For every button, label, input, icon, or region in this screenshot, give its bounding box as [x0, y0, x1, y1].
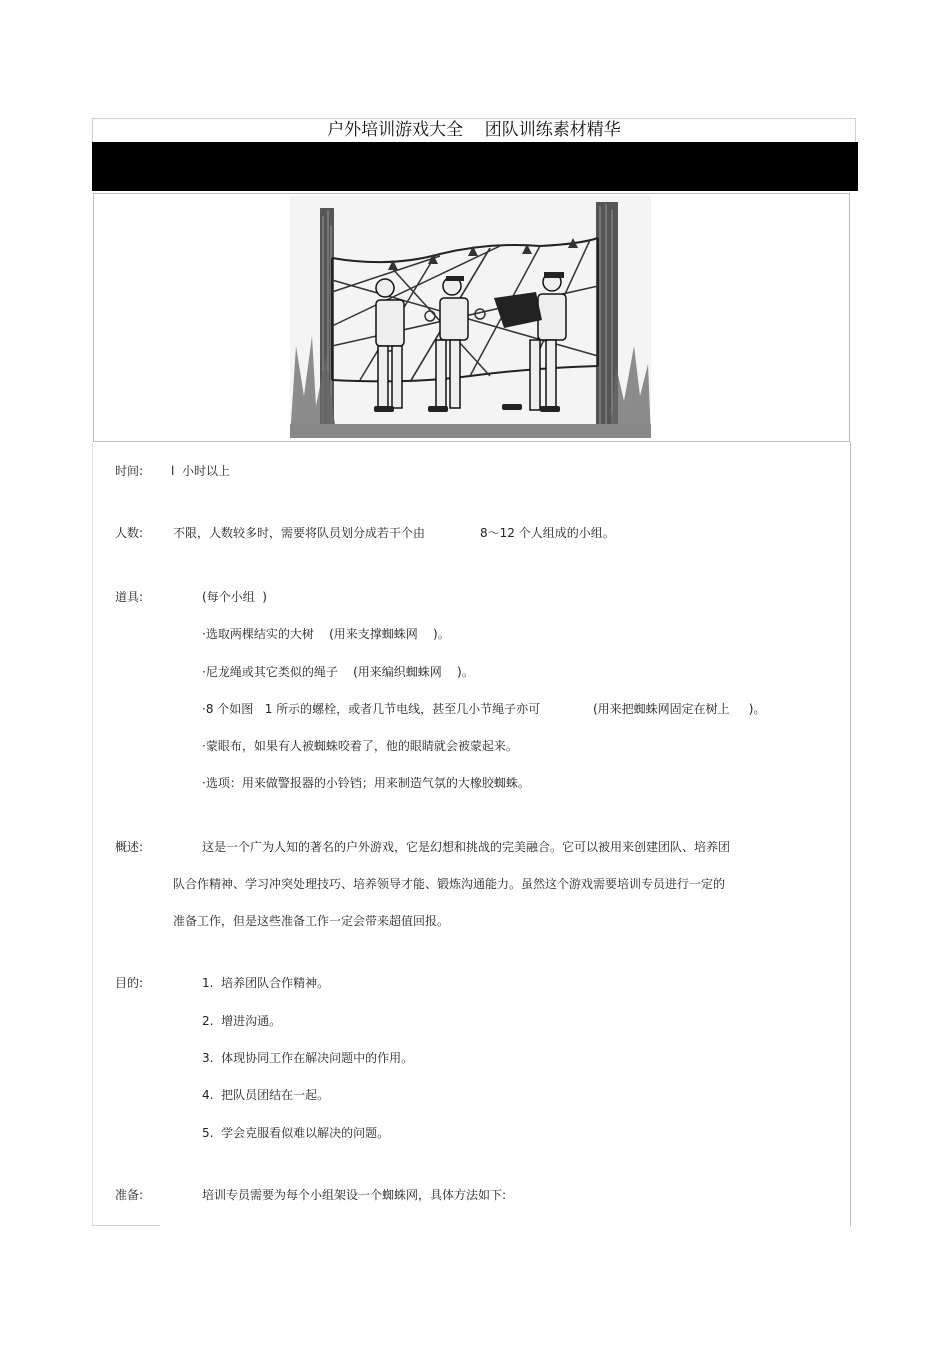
goal-item: 5. 学会克服看似难以解决的问题。: [202, 1126, 390, 1140]
props-item: ·8 个如图 1 所示的螺栓，或者几节电线，甚至几小节绳子亦可: [202, 702, 541, 716]
time-label: 时间:: [115, 464, 144, 478]
overview-label: 概述:: [115, 840, 144, 854]
content-frame: [92, 442, 851, 1226]
overview-line: 这是一个广为人知的著名的户外游戏，它是幻想和挑战的完美融合。它可以被用来创建团队、培养团: [202, 840, 731, 854]
spider-web-illustration: [290, 196, 651, 438]
goal-item: 4. 把队员团结在一起。: [202, 1088, 330, 1102]
people-value-range: 8～12 个人组成的小组。: [480, 526, 615, 540]
frame-bottom-line: [92, 1225, 160, 1226]
props-item: ·蒙眼布，如果有人被蜘蛛咬着了，他的眼睛就会被蒙起来。: [202, 739, 518, 753]
header-band: [92, 142, 858, 191]
goal-item: 3. 体现协同工作在解决问题中的作用。: [202, 1051, 414, 1065]
overview-line: 队合作精神、学习冲突处理技巧、培养领导才能、锻炼沟通能力。虽然这个游戏需要培训专员进行一定的: [173, 877, 726, 891]
page-title: 户外培训游戏大全 团队训练素材精华: [327, 120, 621, 140]
overview-line: 准备工作，但是这些准备工作一定会带来超值回报。: [173, 914, 450, 928]
people-label: 人数:: [115, 526, 144, 540]
prep-label: 准备:: [115, 1188, 144, 1202]
prep-value: 培训专员需要为每个小组架设一个蜘蛛网，具体方法如下:: [202, 1188, 507, 1202]
goal-item: 2. 增进沟通。: [202, 1014, 282, 1028]
props-label: 道具:: [115, 590, 144, 604]
props-item: ·选取两棵结实的大树 (用来支撑蜘蛛网 )。: [202, 627, 450, 641]
people-value: 不限，人数较多时，需要将队员划分成若干个由: [173, 526, 426, 540]
props-item: ·选项：用来做警报器的小铃铛；用来制造气氛的大橡胶蜘蛛。: [202, 776, 530, 790]
props-item-suffix: (用来把蜘蛛网固定在树上 )。: [593, 702, 766, 716]
props-item: ·尼龙绳或其它类似的绳子 (用来编织蜘蛛网 )。: [202, 665, 474, 679]
goal-item: 1. 培养团队合作精神。: [202, 976, 330, 990]
time-value: l 小时以上: [171, 464, 230, 478]
goals-label: 目的:: [115, 976, 144, 990]
props-group-note: (每个小组 ): [202, 590, 267, 604]
